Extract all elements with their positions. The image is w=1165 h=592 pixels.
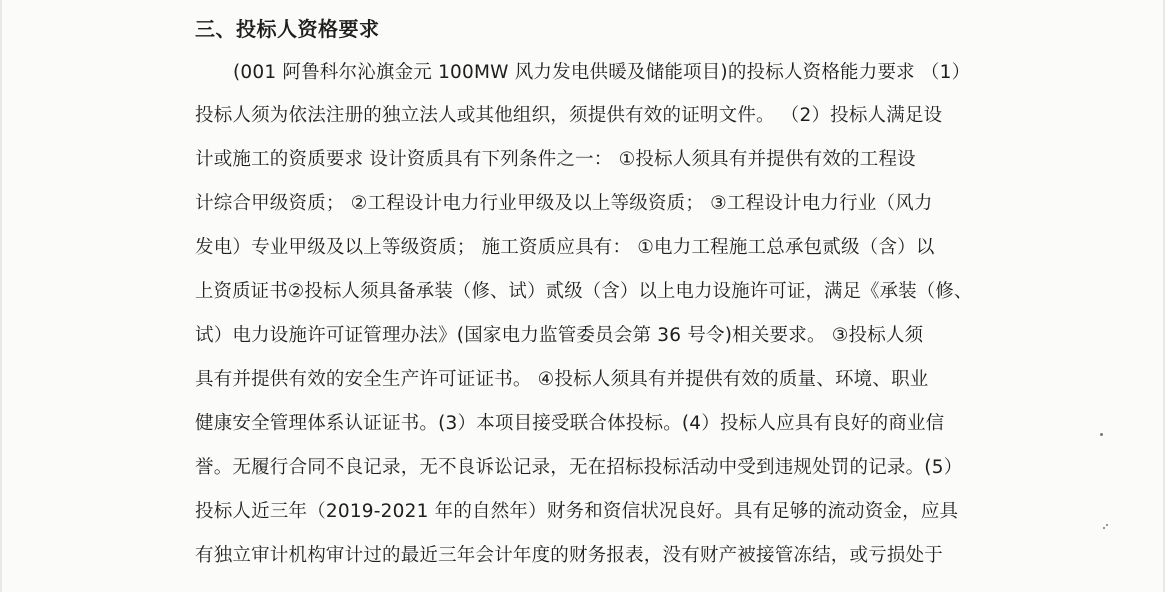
paragraph-line: 计综合甲级资质； ②工程设计电力行业甲级及以上等级资质； ③工程设计电力行业（风力 (195, 193, 933, 214)
paragraph-line: 誉。无履行合同不良记录，无不良诉讼记录，无在招标投标活动中受到违规处罚的记录。(5） (195, 457, 963, 478)
paragraph-line: 计或施工的资质要求 设计资质具有下列条件之一： ①投标人须具有并提供有效的工程设 (195, 149, 916, 170)
paragraph-line: 投标人近三年（2019-2021 年的自然年）财务和资信状况良好。具有足够的流动资金，应具 (195, 501, 959, 522)
paragraph-line: 投标人须为依法注册的独立法人或其他组织，须提供有效的证明文件。 （2）投标人满足设 (195, 105, 943, 126)
paragraph-line: 具有并提供有效的安全生产许可证证书。 ④投标人须具有并提供有效的质量、环境、职业 (195, 369, 929, 390)
paragraph-line: 上资质证书②投标人须具备承装（修、试）贰级（含）以上电力设施许可证，满足《承装（修、 (195, 281, 973, 302)
section-heading: 三、投标人资格要求 (195, 17, 380, 41)
paragraph-line: 有独立审计机构审计过的最近三年会计年度的财务报表，没有财产被接管冻结，或亏损处于 (195, 545, 944, 566)
paragraph-line: 健康安全管理体系认证证书。(3）本项目接受联合体投标。(4）投标人应具有良好的商业信 (195, 413, 945, 434)
paragraph-line: 试）电力设施许可证管理办法》(国家电力监管委员会第 36 号令)相关要求。 ③投标人须 (195, 325, 924, 346)
scan-speck (1103, 527, 1105, 529)
paragraph-line: (001 阿鲁科尔沁旗金元 100MW 风力发电供暖及储能项目)的投标人资格能力要求 （1） (233, 62, 971, 83)
scan-speck (1100, 433, 1103, 436)
scan-speck (1106, 524, 1108, 526)
paragraph-line: 发电）专业甲级及以上等级资质； 施工资质应具有： ①电力工程施工总承包贰级（含）以 (195, 237, 935, 258)
